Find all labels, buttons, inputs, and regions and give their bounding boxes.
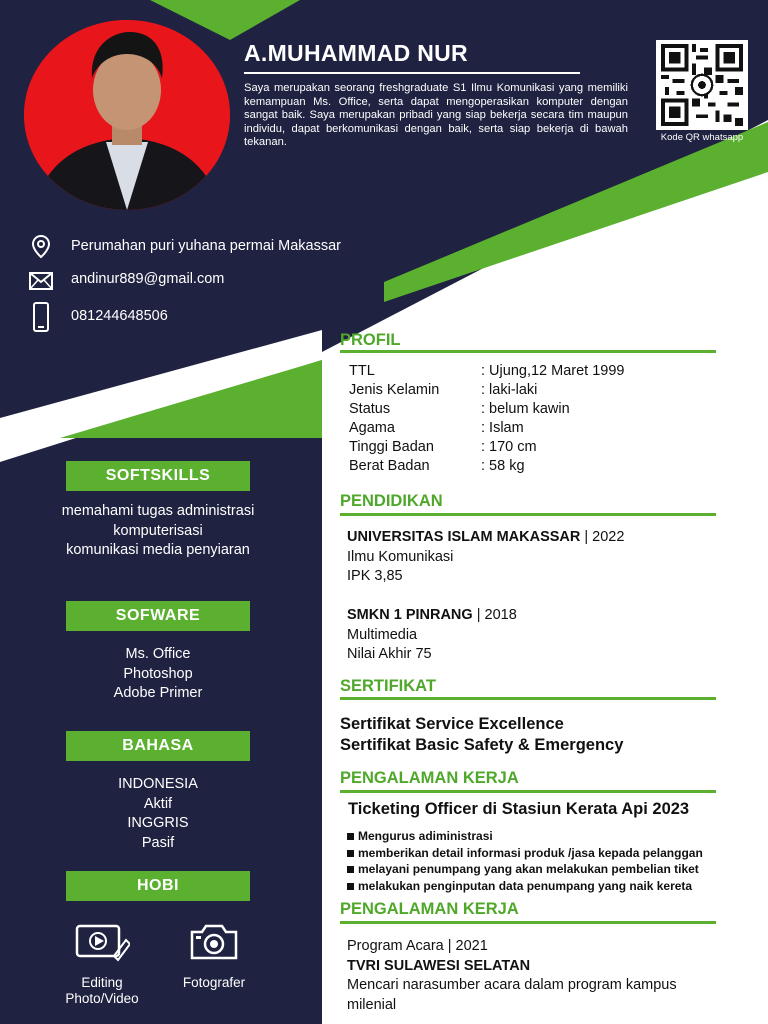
experience-role: Ticketing Officer di Stasiun Kerata Api 2023 — [348, 800, 690, 818]
list-item: Adobe Primer — [113, 685, 203, 701]
list-item: Photoshop — [123, 665, 193, 682]
list-item: INGGRIS — [127, 815, 189, 831]
softskills-heading: SOFTSKILLS — [66, 461, 250, 491]
hobi-heading: HOBI — [66, 871, 250, 901]
list-item: melayani penumpang yang akan melakukan pembelian tiket — [347, 861, 703, 878]
location-pin-icon — [28, 234, 54, 260]
certificate-list — [340, 714, 623, 756]
list-item: Pasif — [141, 834, 175, 851]
phone-icon — [28, 302, 54, 332]
software-list — [30, 645, 286, 704]
pendidikan-rule — [340, 513, 716, 516]
software-heading: SOFWARE — [66, 601, 250, 631]
candidate-name: A.MUHAMMAD NUR — [244, 40, 468, 66]
name-underline — [244, 72, 580, 74]
education-entry: SMKN 1 PINRANG | 2018 Multimedia Nilai Akhir 75 — [347, 607, 517, 662]
softskills-list — [30, 502, 286, 561]
sertifikat-rule — [340, 697, 716, 700]
list-item: komunikasi media penyiaran — [66, 542, 250, 558]
list-item: komputerisasi — [113, 522, 203, 539]
hobby-photography-label: Fotografer — [182, 975, 246, 990]
list-item: INDONESIA — [118, 776, 198, 792]
list-item: Sertifikat Service Excellence — [340, 715, 564, 733]
contact-email[interactable]: andinur889@gmail.com — [71, 271, 225, 287]
list-item: Aktif — [143, 795, 173, 812]
hobby-editing-label: Editing Photo/Video — [65, 975, 139, 1006]
list-item: memberikan detail informasi produk /jasa kepada pelanggan — [347, 845, 703, 862]
experience-heading: PENGALAMAN KERJA — [340, 769, 519, 787]
camera-icon — [186, 922, 242, 962]
experience-heading: PENGALAMAN KERJA — [340, 900, 519, 918]
video-editing-icon — [74, 922, 130, 962]
whatsapp-qr-code[interactable] — [656, 40, 748, 130]
sertifikat-heading: SERTIFIKAT — [340, 677, 436, 695]
profile-summary: Saya merupakan seorang freshgraduate S1 Ilmu Komunikasi yang memiliki kemampuan Ms. Office, serta dapat mengoperasikan komputer dengan sangat baik. Saya merupakan pribadi yang siap bekerja secara tim maupun individu, dapat berkomunikasi dengan baik, serta siap bekerja di bawah tekanan. — [244, 82, 628, 149]
contact-phone[interactable]: 081244648506 — [71, 308, 168, 324]
profile-photo — [24, 20, 230, 210]
contact-address: Perumahan puri yuhana permai Makassar — [71, 238, 341, 254]
bahasa-list — [30, 775, 286, 853]
profil-heading: PROFIL — [340, 331, 401, 349]
list-item: melakukan penginputan data penumpang yang naik kereta — [347, 878, 703, 895]
bahasa-heading: BAHASA — [66, 731, 250, 761]
experience-rule — [340, 790, 716, 793]
experience-entry: Program Acara | 2021 TVRI SULAWESI SELATAN Mencari narasumber acara dalam program kampus milenial — [347, 938, 677, 1013]
list-item: memahami tugas administrasi — [61, 503, 255, 519]
list-item: Mengurus adiministrasi — [347, 828, 703, 845]
list-item: Ms. Office — [125, 646, 191, 662]
experience-rule — [340, 921, 716, 924]
education-entry: UNIVERSITAS ISLAM MAKASSAR | 2022 Ilmu Komunikasi IPK 3,85 — [347, 529, 625, 584]
pendidikan-heading: PENDIDIKAN — [340, 492, 443, 510]
qr-caption: Kode QR whatsapp — [660, 132, 744, 143]
envelope-icon — [28, 268, 54, 294]
list-item: Sertifikat Basic Safety & Emergency — [340, 736, 624, 754]
profil-rule — [340, 350, 716, 353]
experience-duties — [347, 828, 703, 894]
